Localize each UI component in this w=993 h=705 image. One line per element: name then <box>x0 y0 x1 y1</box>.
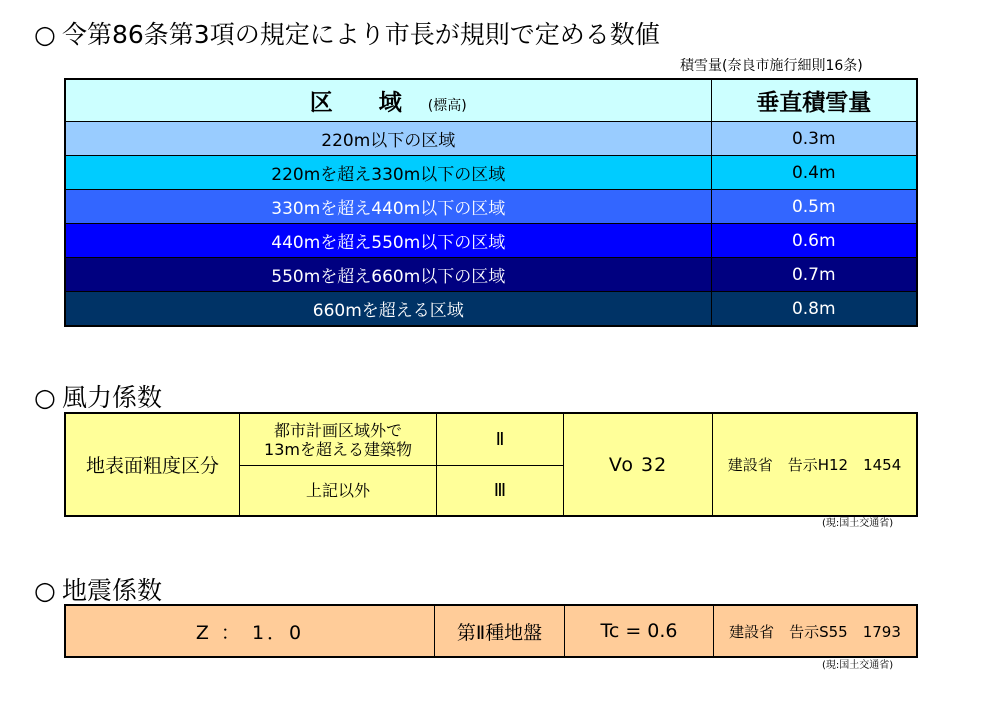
area-cell: 220mを超え330m以下の区域 <box>65 156 711 190</box>
wind-section-title: 風力係数 <box>62 383 163 412</box>
circle-bullet-icon: ○ <box>34 576 56 605</box>
area-cell: 440mを超え550m以下の区域 <box>65 224 711 258</box>
area-column-header <box>65 79 711 122</box>
building-condition-cell <box>240 413 437 466</box>
roughness-class-cell: Ⅲ <box>437 466 564 517</box>
table-row <box>65 605 917 657</box>
ground-type-cell: 第Ⅱ種地盤 <box>435 605 565 657</box>
area-header-label: 区 域 <box>309 90 402 116</box>
building-condition-line2: 13mを超える建築物 <box>264 439 412 459</box>
roughness-label-cell: 地表面粗度区分 <box>65 413 240 516</box>
seismic-footnote: (現:国土交通省) <box>822 660 894 671</box>
table-row <box>65 258 917 292</box>
zone-factor-cell: Z ： 1．0 <box>65 605 435 657</box>
wind-section-heading <box>34 383 162 413</box>
snow-regulation-note: 積雪量(奈良市施行細則16条) <box>680 58 863 74</box>
area-cell: 330mを超え440m以下の区域 <box>65 190 711 224</box>
depth-column-header: 垂直積雪量 <box>711 79 917 122</box>
seismic-notice-cell: 建設省 告示S55 1793 <box>714 605 918 657</box>
area-cell: 660mを超える区域 <box>65 292 711 327</box>
depth-cell: 0.8m <box>711 292 917 327</box>
roughness-class-cell: Ⅱ <box>437 413 564 466</box>
building-condition-line1: 都市計画区域外で <box>273 420 402 440</box>
snow-section-heading <box>34 20 660 50</box>
snow-section-title: 令第86条第3項の規定により市長が規則で定める数値 <box>62 20 660 49</box>
circle-bullet-icon: ○ <box>34 20 56 49</box>
depth-cell: 0.5m <box>711 190 917 224</box>
depth-cell: 0.4m <box>711 156 917 190</box>
seismic-coefficient-table <box>64 604 918 658</box>
base-wind-speed-cell: Vo 32 <box>564 413 713 516</box>
wind-footnote: (現:国土交通省) <box>822 518 894 529</box>
snow-table-header <box>65 79 917 122</box>
wind-notice-cell: 建設省 告示H12 1454 <box>713 413 918 516</box>
area-header-sublabel: (標高) <box>427 98 467 114</box>
depth-cell: 0.7m <box>711 258 917 292</box>
snow-depth-table <box>64 78 918 327</box>
other-condition-cell: 上記以外 <box>240 466 437 517</box>
depth-cell: 0.3m <box>711 122 917 156</box>
wind-coefficient-table <box>64 412 918 517</box>
seismic-section-title: 地震係数 <box>62 576 163 605</box>
circle-bullet-icon: ○ <box>34 383 56 412</box>
area-cell: 550mを超え660m以下の区域 <box>65 258 711 292</box>
depth-cell: 0.6m <box>711 224 917 258</box>
table-row <box>65 190 917 224</box>
table-row <box>65 224 917 258</box>
tc-value-cell: Tc = 0.6 <box>565 605 714 657</box>
seismic-section-heading <box>34 576 162 606</box>
table-row <box>65 122 917 156</box>
table-row <box>65 292 917 327</box>
table-row <box>65 413 917 466</box>
table-row <box>65 156 917 190</box>
area-cell: 220m以下の区域 <box>65 122 711 156</box>
